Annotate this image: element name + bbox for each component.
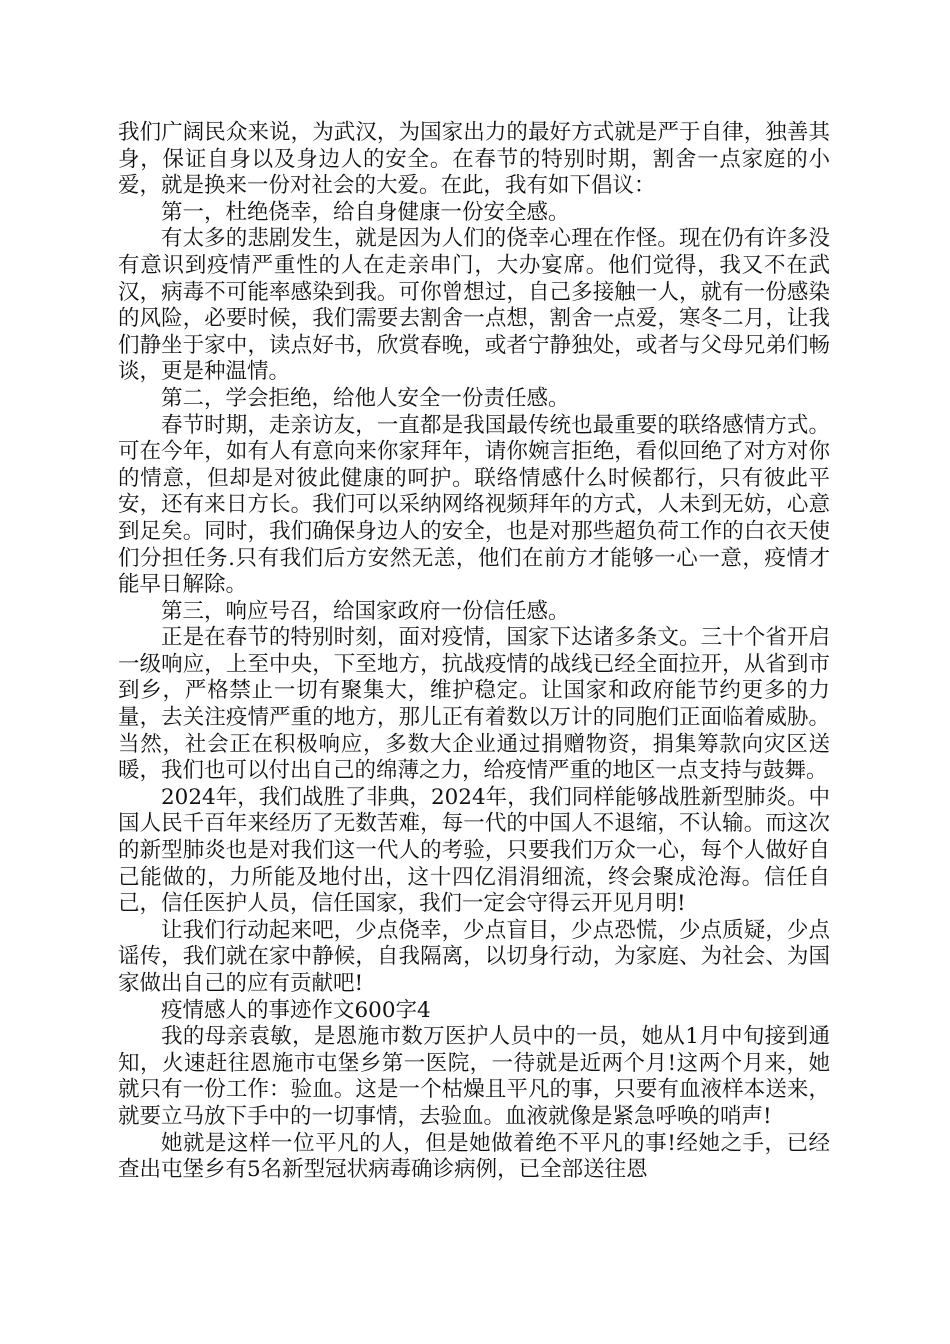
paragraph: 让我们行动起来吧，少点侥幸，少点盲目，少点恐慌，少点质疑，少点谣传，我们就在家中静候，自我隔离，以切身行动，为家庭、为社会、为国家做出自己的应有贡献吧! xyxy=(118,917,830,996)
paragraph: 我的母亲袁敏，是恩施市数万医护人员中的一员，她从1月中旬接到通知，火速赶往恩施市屯堡乡第一医院，一待就是近两个月!这两个月来，她就只有一份工作：验血。这是一个枯燥且平凡的事，只要有血液样本送来，就要立马放下手中的一切事情，去验血。血液就像是紧急呼唤的哨声! xyxy=(118,1024,830,1129)
paragraph: 第三，响应号召，给国家政府一份信任感。 xyxy=(161,598,570,624)
paragraph: 春节时期，走亲访友，一直都是我国最传统也最重要的联络感情方式。可在今年，如有人有意向来你家拜年，请你婉言拒绝，看似回绝了对方对你的情意，但却是对彼此健康的呵护。联络情感什么时候都行，只有彼此平安，还有来日方长。我们可以采纳网络视频拜年的方式，人未到无妨，心意到足矣。同时，我们确保身边人的安全，也是对那些超负荷工作的白衣天使们分担任务.只有我们后方安然无恙，他们在前方才能够一心一意，疫情才能早日解除。 xyxy=(118,412,830,598)
paragraph: 2024年，我们战胜了非典，2024年，我们同样能够战胜新型肺炎。中国人民千百年来经历了无数苦难，每一代的中国人不退缩，不认输。而这次的新型肺炎也是对我们这一代人的考验，只要我们万众一心，每个人做好自己能做的，力所能及地付出，这十四亿涓涓细流，终会聚成沧海。信任自己，信任医护人员，信任国家，我们一定会守得云开见月明! xyxy=(118,784,830,917)
paragraph: 第二，学会拒绝，给他人安全一份责任感。 xyxy=(161,385,570,411)
paragraph: 我们广阔民众来说，为武汉，为国家出力的最好方式就是严于自律，独善其身，保证自身以及身边人的安全。在春节的特别时期，割舍一点家庭的小爱，就是换来一份对社会的大爱。在此，我有如下倡议： xyxy=(118,120,830,199)
section-heading: 疫情感人的事迹作文600字4 xyxy=(161,997,431,1023)
paragraph: 她就是这样一位平凡的人，但是她做着绝不平凡的事!经她之手，已经查出屯堡乡有5名新型冠状病毒确诊病例，已全部送往恩 xyxy=(118,1130,830,1183)
document-page xyxy=(118,120,830,1184)
paragraph: 第一，杜绝侥幸，给自身健康一份安全感。 xyxy=(161,199,570,225)
paragraph: 有太多的悲剧发生，就是因为人们的侥幸心理在作怪。现在仍有许多没有意识到疫情严重性的人在走亲串门，大办宴席。他们觉得，我又不在武汉，病毒不可能率感染到我。可你曾想过，自己多接触一人，就有一份感染的风险，必要时候，我们需要去割舍一点想，割舍一点爱，寒冬二月，让我们静坐于家中，读点好书，欣赏春晚，或者宁静独处，或者与父母兄弟们畅谈，更是种温情。 xyxy=(118,226,830,385)
paragraph: 正是在春节的特别时刻，面对疫情，国家下达诸多条文。三十个省开启一级响应，上至中央，下至地方，抗战疫情的战线已经全面拉开，从省到市到乡，严格禁止一切有聚集大，维护稳定。让国家和政府能节约更多的力量，去关注疫情严重的地方，那儿正有着数以万计的同胞们正面临着威胁。当然，社会正在积极响应，多数大企业通过捐赠物资，捐集筹款向灾区送暖，我们也可以付出自己的绵薄之力，给疫情严重的地区一点支持与鼓舞。 xyxy=(118,625,830,784)
